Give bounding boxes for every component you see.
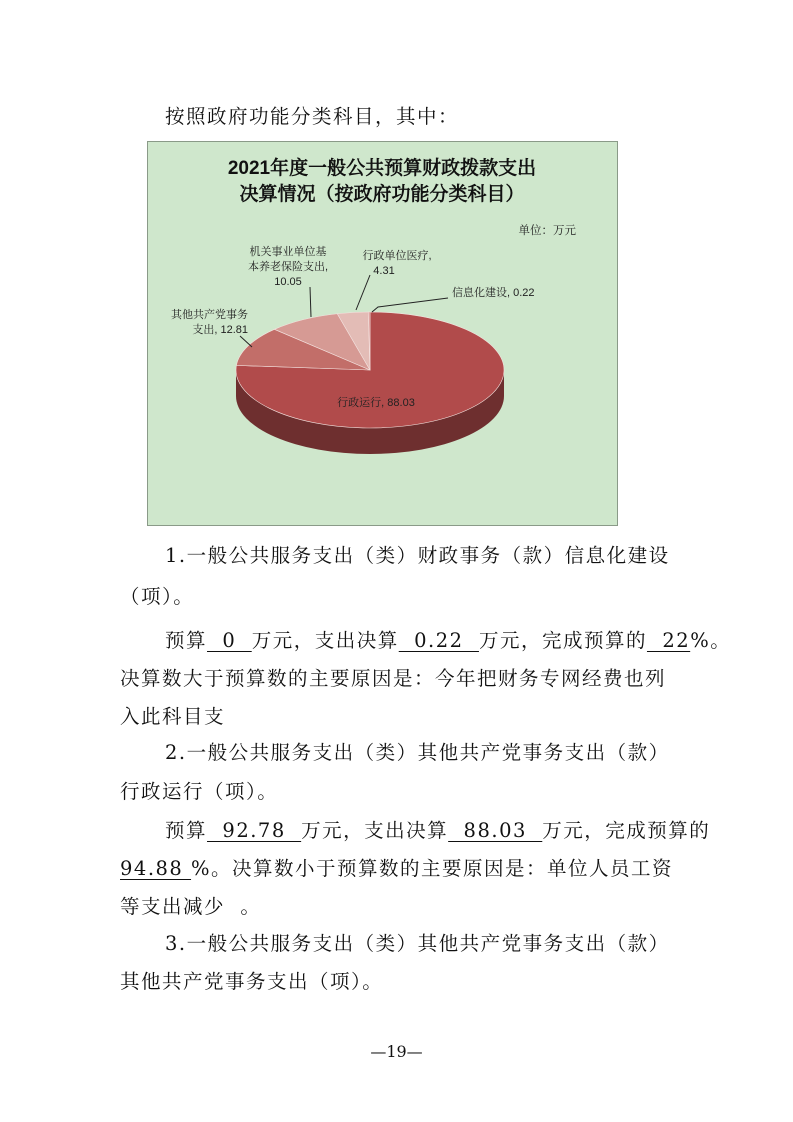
section-2-heading: 2.一般公共服务支出（类）其他共产党事务支出（款） — [165, 741, 670, 764]
data-label-it: 信息化建设, 0.22 — [452, 287, 535, 299]
s1-actual-value: 0.22 — [398, 629, 479, 652]
data-label-other-party-2: 支出, 12.81 — [192, 324, 248, 336]
data-label-pension-2: 本养老保险支出, — [247, 261, 329, 273]
s2-text-c: 万元，完成预算的 — [542, 819, 711, 842]
data-label-other-party-1: 其他共产党事务 — [171, 309, 248, 321]
s1-text-b: 万元，支出决算 — [251, 629, 399, 652]
s1-rate-value: 22 — [646, 629, 691, 652]
section-2-para-3: 等支出减少 。 — [120, 895, 262, 918]
s2-rate-value: 94.88 — [120, 857, 192, 880]
section-1-para-3: 入此科目支 — [120, 705, 226, 728]
leader-line-other-party — [240, 336, 252, 347]
section-3-heading-cont: 其他共产党事务支出（项）。 — [120, 970, 384, 993]
leader-line-medical — [356, 275, 370, 310]
pie-chart-svg — [148, 142, 617, 525]
chart-title-line-1: 2021年度一般公共预算财政拨款支出 — [227, 158, 537, 179]
chart-unit: 单位：万元 — [518, 225, 576, 237]
section-1-para-1 — [165, 628, 731, 654]
pie-group — [236, 312, 504, 454]
s1-text-d: %。 — [690, 629, 732, 652]
data-label-pension-3: 10.05 — [274, 276, 302, 288]
s2-text-b: 万元，支出决算 — [301, 819, 449, 842]
section-3-heading: 3.一般公共服务支出（类）其他共产党事务支出（款） — [165, 932, 670, 955]
section-1-para-2: 决算数大于预算数的主要原因是：今年把财务专网经费也列 — [120, 667, 667, 690]
s1-text-c: 万元，完成预算的 — [478, 629, 647, 652]
data-label-medical-1: 行政单位医疗, — [362, 250, 432, 262]
data-label-main: 行政运行, 88.03 — [337, 397, 415, 409]
s1-text-a: 预算 — [165, 629, 208, 652]
section-1-heading-cont: （项）。 — [120, 585, 195, 608]
pie-chart — [147, 141, 618, 526]
s1-budget-value: 0 — [207, 629, 252, 652]
s2-text-d: %。决算数小于预算数的主要原因是：单位人员工资 — [191, 857, 674, 880]
intro-text: 按照政府功能分类科目，其中： — [165, 105, 460, 128]
data-label-medical-2: 4.31 — [373, 265, 395, 277]
chart-title-line-2: 决算情况（按政府功能分类科目） — [239, 184, 525, 205]
page-number: —19— — [370, 1042, 423, 1061]
section-2-para-2 — [120, 856, 673, 882]
s2-actual-value: 88.03 — [448, 819, 543, 842]
leader-line-pension — [310, 287, 311, 317]
data-label-pension-1: 机关事业单位基 — [249, 246, 327, 258]
section-2-para-1 — [165, 818, 710, 844]
s2-text-a: 预算 — [165, 819, 208, 842]
leader-line-it — [372, 298, 448, 312]
s2-budget-value: 92.78 — [207, 819, 302, 842]
section-2-heading-cont: 行政运行（项）。 — [120, 780, 279, 803]
section-1-heading: 1.一般公共服务支出（类）财政事务（款）信息化建设 — [165, 544, 670, 567]
